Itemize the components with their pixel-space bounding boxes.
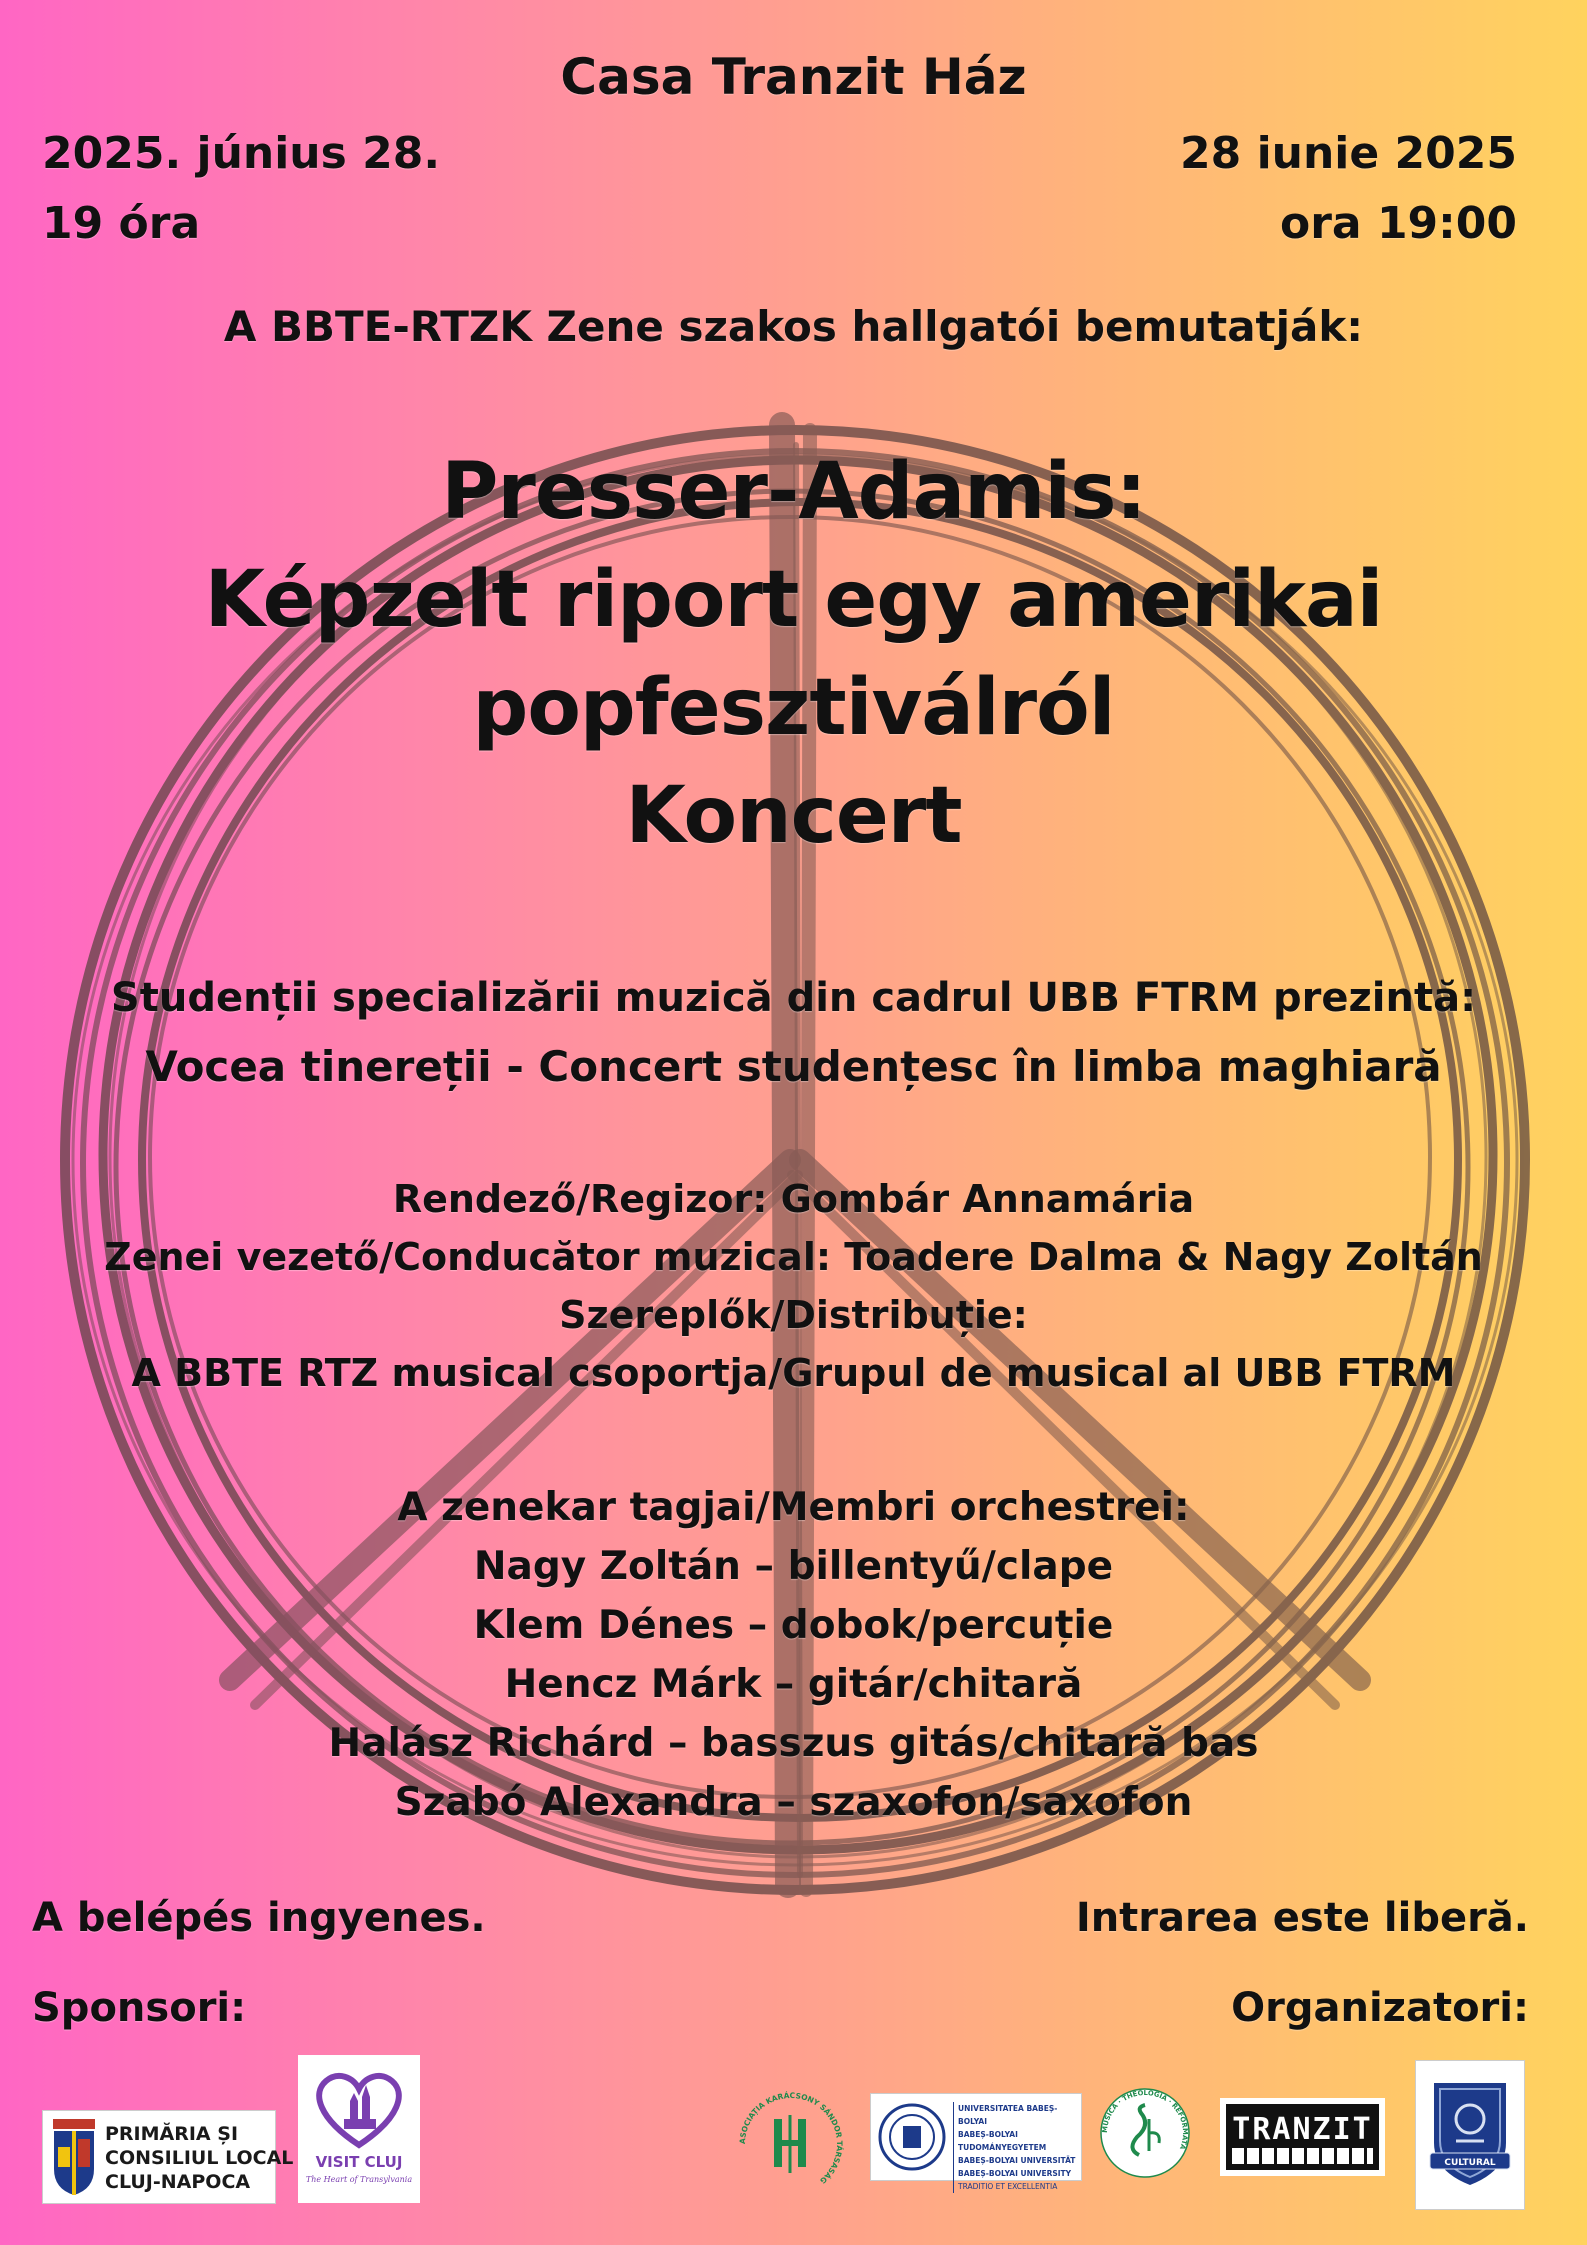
credit-line: Szereplők/Distribuție:: [559, 1293, 1028, 1337]
intro-romanian: Studenții specializării muzică din cadrul UBB FTRM prezintă:: [110, 975, 1477, 1021]
ubb-seal-icon: [877, 2102, 947, 2172]
visit-cluj-name: VISIT CLUJ: [315, 2153, 403, 2171]
primaria-cluj-logo: [42, 2110, 294, 2204]
visit-cluj-tagline: The Heart of Transylvania: [305, 2175, 413, 2184]
heart-church-icon: [298, 2063, 420, 2153]
title-line: Képzelt riport egy amerikai: [204, 555, 1383, 645]
ubb-name-line: TRADITIO ET EXCELLENTIA: [958, 2182, 1058, 2191]
concert-title: [0, 438, 1587, 870]
ubb-name-line: BABEȘ-BOLYAI TUDOMÁNYEGYETEM: [958, 2130, 1047, 2152]
title-line: Koncert: [625, 771, 962, 861]
piano-keys: [1232, 2148, 1373, 2164]
venue-title: Casa Tranzit Ház: [560, 48, 1027, 106]
coat-of-arms-icon: [49, 2117, 99, 2197]
primaria-line: CONSILIUL LOCAL: [105, 2147, 294, 2169]
time-hungarian: 19 óra: [42, 198, 201, 249]
primaria-line: PRIMĂRIA ȘI: [105, 2123, 239, 2145]
karacsony-sandor-logo: [732, 2085, 850, 2203]
ubb-university-logo: [870, 2093, 1082, 2191]
free-entry-romanian: Intrarea este liberă.: [1075, 1895, 1529, 1941]
date-romanian: 28 iunie 2025: [1180, 128, 1517, 179]
cultural-logo: [1415, 2060, 1525, 2210]
svg-text:ASOCIAȚIA KARÁCSONY SÁNDOR TÁR: ASOCIAȚIA KARÁCSONY SÁNDOR TÁRSASÁG: [737, 2090, 845, 2186]
musica-theologia-logo: [1097, 2085, 1193, 2195]
orchestra-heading: A zenekar tagjai/Membri orchestrei:: [397, 1485, 1190, 1530]
ubb-name-line: BABEȘ-BOLYAI UNIVERSITÄT: [958, 2156, 1076, 2165]
credit-line: A BBTE RTZ musical csoportja/Grupul de musical al UBB FTRM: [131, 1351, 1456, 1395]
subtitle-romanian: Vocea tinereții - Concert studențesc în limba maghiară: [145, 1042, 1442, 1091]
tranzit-logo: [1220, 2098, 1385, 2176]
orchestra-member: Szabó Alexandra – szaxofon/saxofon: [394, 1780, 1193, 1825]
orchestra-member: Halász Richárd – basszus gitás/chitară bas: [328, 1721, 1259, 1766]
tranzit-wordmark: [1226, 2104, 1379, 2170]
svg-text:CULTURAL: CULTURAL: [1444, 2158, 1496, 2168]
free-entry-hungarian: A belépés ingyenes.: [32, 1895, 486, 1941]
visit-cluj-logo: [298, 2055, 420, 2203]
orchestra-member: Hencz Márk – gitár/chitară: [504, 1662, 1083, 1707]
ubb-name-line: UNIVERSITATEA BABEȘ-BOLYAI: [958, 2104, 1058, 2126]
svg-text:MUSICA · THEOLOGIA · REFORMATA: MUSICA · THEOLOGIA · REFORMATA: [1100, 2088, 1190, 2151]
intro-hungarian: A BBTE-RTZK Zene szakos hallgatói bemutatják:: [223, 302, 1364, 351]
sponsors-label: Sponsori:: [32, 1985, 247, 2031]
organizers-label: Organizatori:: [1231, 1985, 1529, 2031]
ubb-name-block: [953, 2102, 1081, 2193]
primaria-line: CLUJ-NAPOCA: [105, 2171, 251, 2193]
tranzit-name: TRANZIT: [1232, 2112, 1373, 2147]
credit-line: Rendező/Regizor: Gombár Annamária: [392, 1177, 1195, 1221]
karacsony-emblem-icon: [732, 2085, 850, 2203]
time-romanian: ora 19:00: [1280, 198, 1517, 249]
date-hungarian: 2025. június 28.: [42, 128, 441, 179]
musica-emblem-icon: [1097, 2085, 1193, 2181]
ubb-name-line: BABEȘ-BOLYAI UNIVERSITY: [958, 2169, 1072, 2178]
orchestra-member: Nagy Zoltán – billentyű/clape: [473, 1544, 1114, 1589]
credit-line: Zenei vezető/Conducător muzical: Toadere Dalma & Nagy Zoltán: [104, 1235, 1483, 1279]
cultural-crest-icon: [1416, 2061, 1524, 2209]
orchestra-member: Klem Dénes – dobok/percuție: [473, 1603, 1114, 1648]
orchestra-block: [0, 1478, 1587, 1832]
title-line: Presser-Adamis:: [441, 447, 1146, 537]
credits-block: [0, 1170, 1587, 1402]
title-line: popfesztiválról: [472, 663, 1115, 753]
